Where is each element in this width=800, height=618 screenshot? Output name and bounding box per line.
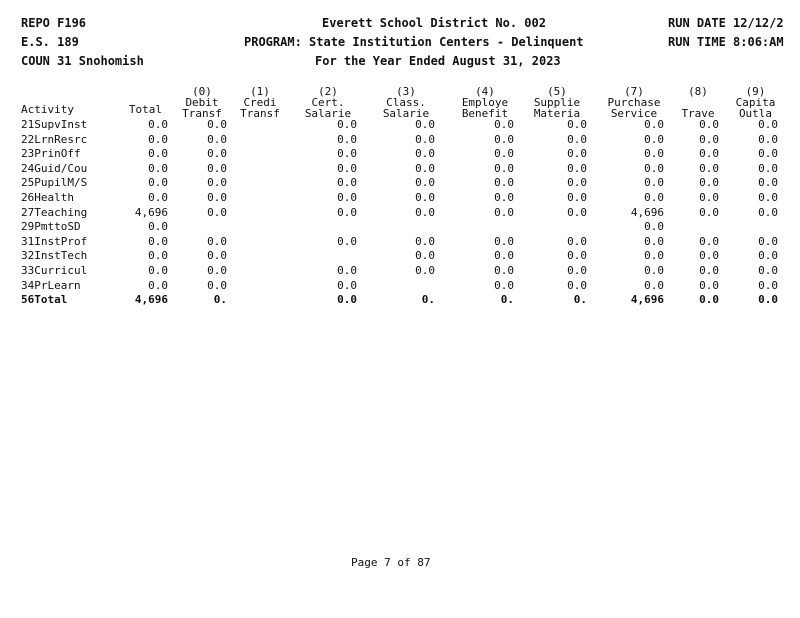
- amount-cell: 4,696: [630, 205, 664, 219]
- col-4-header: (4) Employe Benefit: [461, 85, 509, 120]
- amount-cell: 0.0: [758, 191, 778, 204]
- amount-cell: 0.0: [148, 264, 168, 277]
- amount-cell: 0.0: [758, 234, 778, 248]
- amount-cell: 0.0: [644, 132, 664, 146]
- amount-cell: 0.0: [207, 147, 227, 161]
- col-total-header: Total: [128, 103, 162, 116]
- amount-cell: 0.0: [567, 176, 587, 190]
- amount-cell: 0.0: [758, 161, 778, 175]
- amount-cell: 0.0: [415, 191, 435, 204]
- amount-cell: 0.0: [699, 249, 719, 263]
- table-row: [0, 162, 800, 176]
- amount-cell: 0.0: [415, 147, 435, 161]
- county-label: COUN 31 Snohomish: [21, 54, 144, 68]
- col-7-header: (7) Purchase Service: [607, 85, 661, 120]
- table-row: [0, 176, 800, 190]
- amount-cell: 4,696: [630, 293, 664, 307]
- report-label: REPO F196: [21, 16, 87, 30]
- amount-cell: 0.0: [148, 234, 168, 248]
- amount-cell: 0.0: [494, 234, 514, 248]
- amount-cell: 0.0: [644, 191, 664, 204]
- program-title: PROGRAM: State Institution Centers - Delinquent: [244, 35, 584, 49]
- amount-cell: 0.0: [567, 191, 587, 204]
- amount-cell: 0.: [500, 293, 514, 307]
- amount-cell: 0.0: [337, 118, 357, 131]
- amount-cell: 0.0: [758, 264, 778, 277]
- es-label: E.S. 189: [21, 35, 79, 49]
- col-5-header: (5) Supplie Materia: [533, 85, 581, 120]
- amount-cell: 0.0: [567, 147, 587, 161]
- amount-cell: 0.0: [148, 118, 168, 131]
- amount-cell: 0.0: [644, 264, 664, 277]
- amount-cell: 0.0: [758, 205, 778, 219]
- amount-cell: 0.0: [494, 249, 514, 263]
- table-row: [0, 235, 800, 249]
- col-3-header: (3) Class. Salarie: [382, 85, 430, 120]
- amount-cell: 0.0: [415, 264, 435, 277]
- table-row: [0, 191, 800, 205]
- amount-cell: 0.0: [207, 118, 227, 131]
- amount-cell: 0.0: [207, 264, 227, 277]
- amount-cell: 0.0: [758, 249, 778, 263]
- amount-cell: 0.0: [148, 161, 168, 175]
- amount-cell: 0.0: [567, 161, 587, 175]
- amount-cell: 0.0: [415, 118, 435, 131]
- amount-cell: 0.0: [148, 176, 168, 190]
- activity-cell: 25PupilM/S: [21, 176, 88, 190]
- amount-cell: 0.0: [699, 205, 719, 219]
- amount-cell: 0.0: [699, 264, 719, 277]
- amount-cell: 0.0: [337, 234, 357, 248]
- amount-cell: 0.0: [567, 278, 587, 292]
- activity-cell: 27Teaching: [21, 205, 88, 219]
- amount-cell: 0.0: [644, 220, 664, 234]
- col-activity-header: Activity: [21, 103, 74, 116]
- table-row: [0, 220, 800, 234]
- amount-cell: 0.0: [699, 161, 719, 175]
- amount-cell: 0.0: [699, 191, 719, 204]
- amount-cell: 0.0: [699, 132, 719, 146]
- col-2-header: (2) Cert. Salarie: [304, 85, 352, 120]
- amount-cell: 0.0: [207, 278, 227, 292]
- amount-cell: 0.0: [207, 176, 227, 190]
- amount-cell: 0.0: [758, 118, 778, 131]
- activity-cell: 33Curricul: [21, 264, 88, 277]
- amount-cell: 0.0: [494, 205, 514, 219]
- table-row: [0, 249, 800, 263]
- amount-cell: 4,696: [134, 205, 168, 219]
- amount-cell: 0.0: [337, 191, 357, 204]
- amount-cell: 0.0: [415, 234, 435, 248]
- amount-cell: 0.0: [148, 249, 168, 263]
- amount-cell: 0.0: [644, 176, 664, 190]
- table-row: [0, 264, 800, 278]
- amount-cell: 0.0: [758, 293, 778, 307]
- run-time: RUN TIME 8:06:AM: [668, 35, 784, 49]
- table-row: [0, 206, 800, 220]
- total-row: [0, 293, 800, 307]
- amount-cell: 0.0: [644, 118, 664, 131]
- table-row: [0, 279, 800, 293]
- amount-cell: 0.0: [337, 264, 357, 277]
- amount-cell: 0.0: [148, 191, 168, 204]
- amount-cell: 0.0: [207, 205, 227, 219]
- amount-cell: 0.0: [148, 132, 168, 146]
- activity-cell: 56Total: [21, 293, 68, 307]
- amount-cell: 0.0: [699, 293, 719, 307]
- amount-cell: 4,696: [134, 293, 168, 307]
- amount-cell: 0.0: [148, 147, 168, 161]
- amount-cell: 0.0: [644, 147, 664, 161]
- activity-cell: 31InstProf: [21, 234, 88, 248]
- amount-cell: 0.0: [494, 176, 514, 190]
- amount-cell: 0.0: [699, 234, 719, 248]
- col-0-header: (0) Debit Transf: [182, 85, 222, 120]
- amount-cell: 0.0: [337, 205, 357, 219]
- run-date: RUN DATE 12/12/2: [668, 16, 784, 30]
- amount-cell: 0.0: [699, 147, 719, 161]
- amount-cell: 0.0: [567, 118, 587, 131]
- activity-cell: 29PmttoSD: [21, 220, 81, 234]
- amount-cell: 0.0: [337, 161, 357, 175]
- amount-cell: 0.0: [415, 132, 435, 146]
- amount-cell: 0.0: [207, 161, 227, 175]
- amount-cell: 0.0: [758, 147, 778, 161]
- amount-cell: 0.0: [415, 176, 435, 190]
- amount-cell: 0.0: [207, 132, 227, 146]
- amount-cell: 0.0: [494, 118, 514, 131]
- amount-cell: 0.0: [758, 278, 778, 292]
- amount-cell: 0.0: [644, 234, 664, 248]
- amount-cell: 0.0: [644, 161, 664, 175]
- amount-cell: 0.0: [337, 176, 357, 190]
- amount-cell: 0.0: [494, 147, 514, 161]
- amount-cell: 0.0: [207, 234, 227, 248]
- amount-cell: 0.0: [207, 191, 227, 204]
- amount-cell: 0.0: [415, 161, 435, 175]
- amount-cell: 0.0: [494, 191, 514, 204]
- amount-cell: 0.0: [494, 132, 514, 146]
- amount-cell: 0.0: [699, 176, 719, 190]
- report-period: For the Year Ended August 31, 2023: [315, 54, 561, 68]
- amount-cell: 0.0: [494, 278, 514, 292]
- amount-cell: 0.0: [337, 147, 357, 161]
- col-8-header: (8) Trave: [681, 85, 715, 120]
- activity-cell: 21SupvInst: [21, 118, 88, 131]
- amount-cell: 0.0: [494, 264, 514, 277]
- col-9-header: (9) Capita Outla: [735, 85, 776, 120]
- amount-cell: 0.0: [337, 132, 357, 146]
- amount-cell: 0.0: [567, 234, 587, 248]
- activity-cell: 26Health: [21, 191, 74, 204]
- amount-cell: 0.0: [148, 278, 168, 292]
- amount-cell: 0.: [421, 293, 435, 307]
- amount-cell: 0.0: [415, 249, 435, 263]
- amount-cell: 0.0: [148, 220, 168, 234]
- amount-cell: 0.0: [494, 161, 514, 175]
- activity-cell: 34PrLearn: [21, 278, 81, 292]
- amount-cell: 0.0: [207, 249, 227, 263]
- activity-cell: 22LrnResrc: [21, 132, 88, 146]
- amount-cell: 0.0: [758, 132, 778, 146]
- amount-cell: 0.0: [415, 205, 435, 219]
- amount-cell: 0.: [213, 293, 227, 307]
- amount-cell: 0.0: [567, 249, 587, 263]
- amount-cell: 0.0: [758, 176, 778, 190]
- table-row: [0, 133, 800, 147]
- amount-cell: 0.0: [644, 249, 664, 263]
- activity-cell: 32InstTech: [21, 249, 88, 263]
- table-row: [0, 147, 800, 161]
- amount-cell: 0.0: [567, 205, 587, 219]
- amount-cell: 0.0: [699, 278, 719, 292]
- activity-cell: 23PrinOff: [21, 147, 81, 161]
- amount-cell: 0.: [573, 293, 587, 307]
- activity-cell: 24Guid/Cou: [21, 161, 88, 175]
- table-row: [0, 118, 800, 132]
- amount-cell: 0.0: [567, 132, 587, 146]
- amount-cell: 0.0: [337, 278, 357, 292]
- amount-cell: 0.0: [644, 278, 664, 292]
- amount-cell: 0.0: [567, 264, 587, 277]
- amount-cell: 0.0: [337, 293, 357, 307]
- amount-cell: 0.0: [699, 118, 719, 131]
- col-1-header: (1) Credi Transf: [240, 85, 280, 120]
- district-name: Everett School District No. 002: [322, 16, 546, 30]
- page-number: Page 7 of 87: [351, 556, 431, 569]
